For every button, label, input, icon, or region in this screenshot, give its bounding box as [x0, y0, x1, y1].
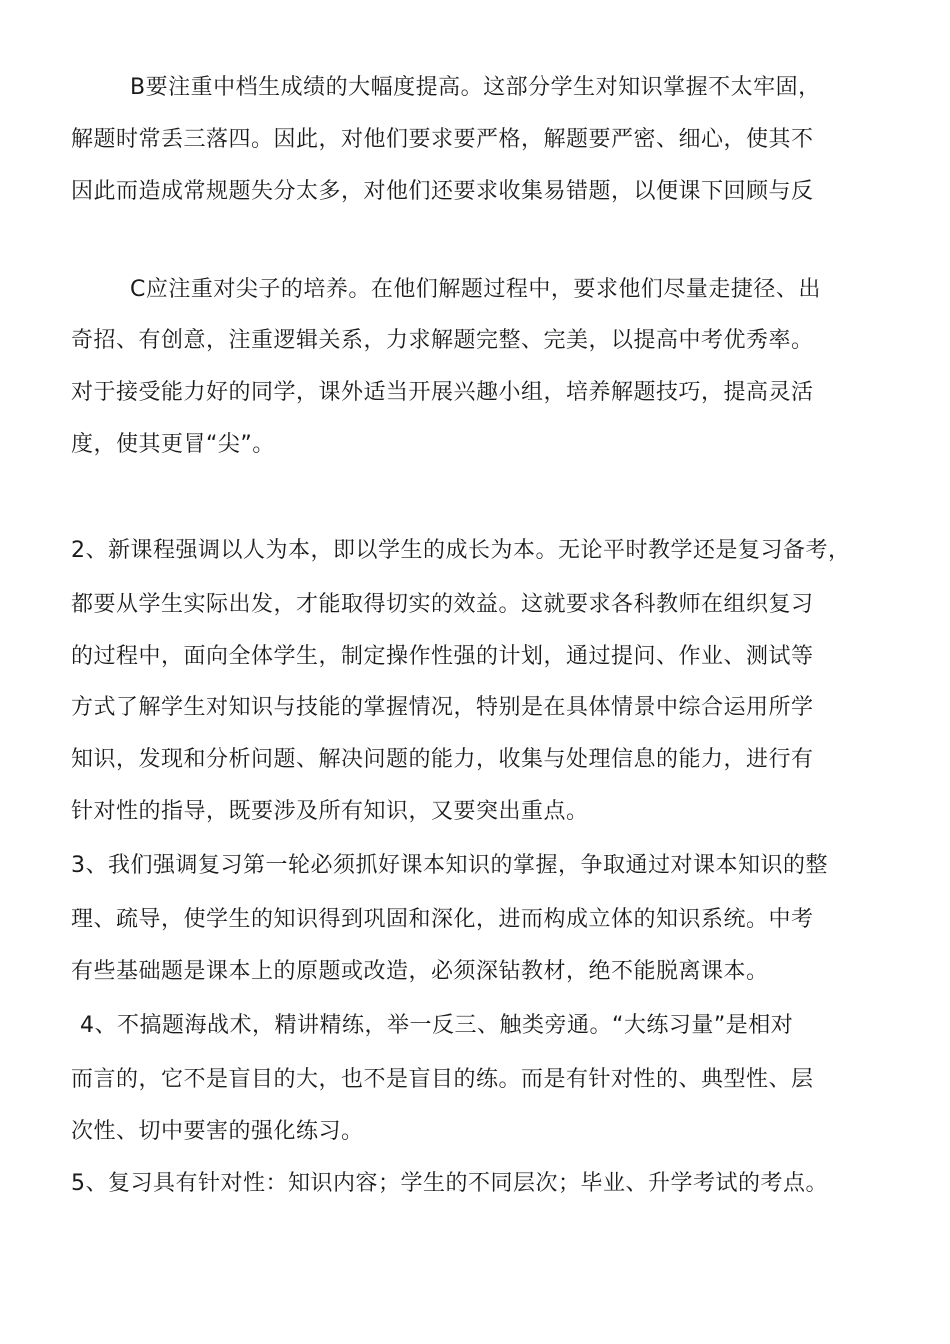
paragraph-line: C应注重对尖子的培养。在他们解题过程中，要求他们尽量走捷径、出	[130, 277, 821, 302]
paragraph-line: 奇招、有创意，注重逻辑关系，力求解题完整、完美，以提高中考优秀率。	[71, 328, 814, 353]
paragraph-line: B要注重中档生成绩的大幅度提高。这部分学生对知识掌握不太牢固，	[130, 75, 821, 100]
paragraph-line: 解题时常丢三落四。因此，对他们要求要严格，解题要严密、细心，使其不	[71, 127, 814, 152]
paragraph-line: 都要从学生实际出发，才能取得切实的效益。这就要求各科教师在组织复习	[71, 592, 814, 617]
paragraph-line: 知识，发现和分析问题、解决问题的能力，收集与处理信息的能力，进行有	[71, 747, 814, 772]
paragraph-line: 度，使其更冒“尖”。	[71, 432, 275, 457]
paragraph-line: 针对性的指导，既要涉及所有知识，又要突出重点。	[71, 799, 589, 824]
paragraph-line: 3、我们强调复习第一轮必须抓好课本知识的掌握，争取通过对课本知识的整	[71, 853, 828, 878]
paragraph-line: 2、新课程强调以人为本，即以学生的成长为本。无论平时教学还是复习备考，	[71, 538, 851, 563]
paragraph-line: 理、疏导，使学生的知识得到巩固和深化，进而构成立体的知识系统。中考	[71, 907, 814, 932]
paragraph-line: 对于接受能力好的同学，课外适当开展兴趣小组，培养解题技巧，提高灵活	[71, 380, 814, 405]
paragraph-line: 而言的，它不是盲目的大，也不是盲目的练。而是有针对性的、典型性、层	[71, 1067, 814, 1092]
paragraph-line: 4、不搞题海战术，精讲精练，举一反三、触类旁通。“大练习量”是相对	[80, 1013, 794, 1038]
paragraph-line: 的过程中，面向全体学生，制定操作性强的计划，通过提问、作业、测试等	[71, 644, 814, 669]
paragraph-line: 因此而造成常规题失分太多，对他们还要求收集易错题，以便课下回顾与反	[71, 179, 814, 204]
paragraph-line: 次性、切中要害的强化练习。	[71, 1119, 364, 1144]
paragraph-line: 5、复习具有针对性：知识内容；学生的不同层次；毕业、升学考试的考点。	[71, 1171, 828, 1196]
paragraph-line: 有些基础题是课本上的原题或改造，必须深钻教材，绝不能脱离课本。	[71, 959, 769, 984]
paragraph-line: 方式了解学生对知识与技能的掌握情况，特别是在具体情景中综合运用所学	[71, 695, 814, 720]
